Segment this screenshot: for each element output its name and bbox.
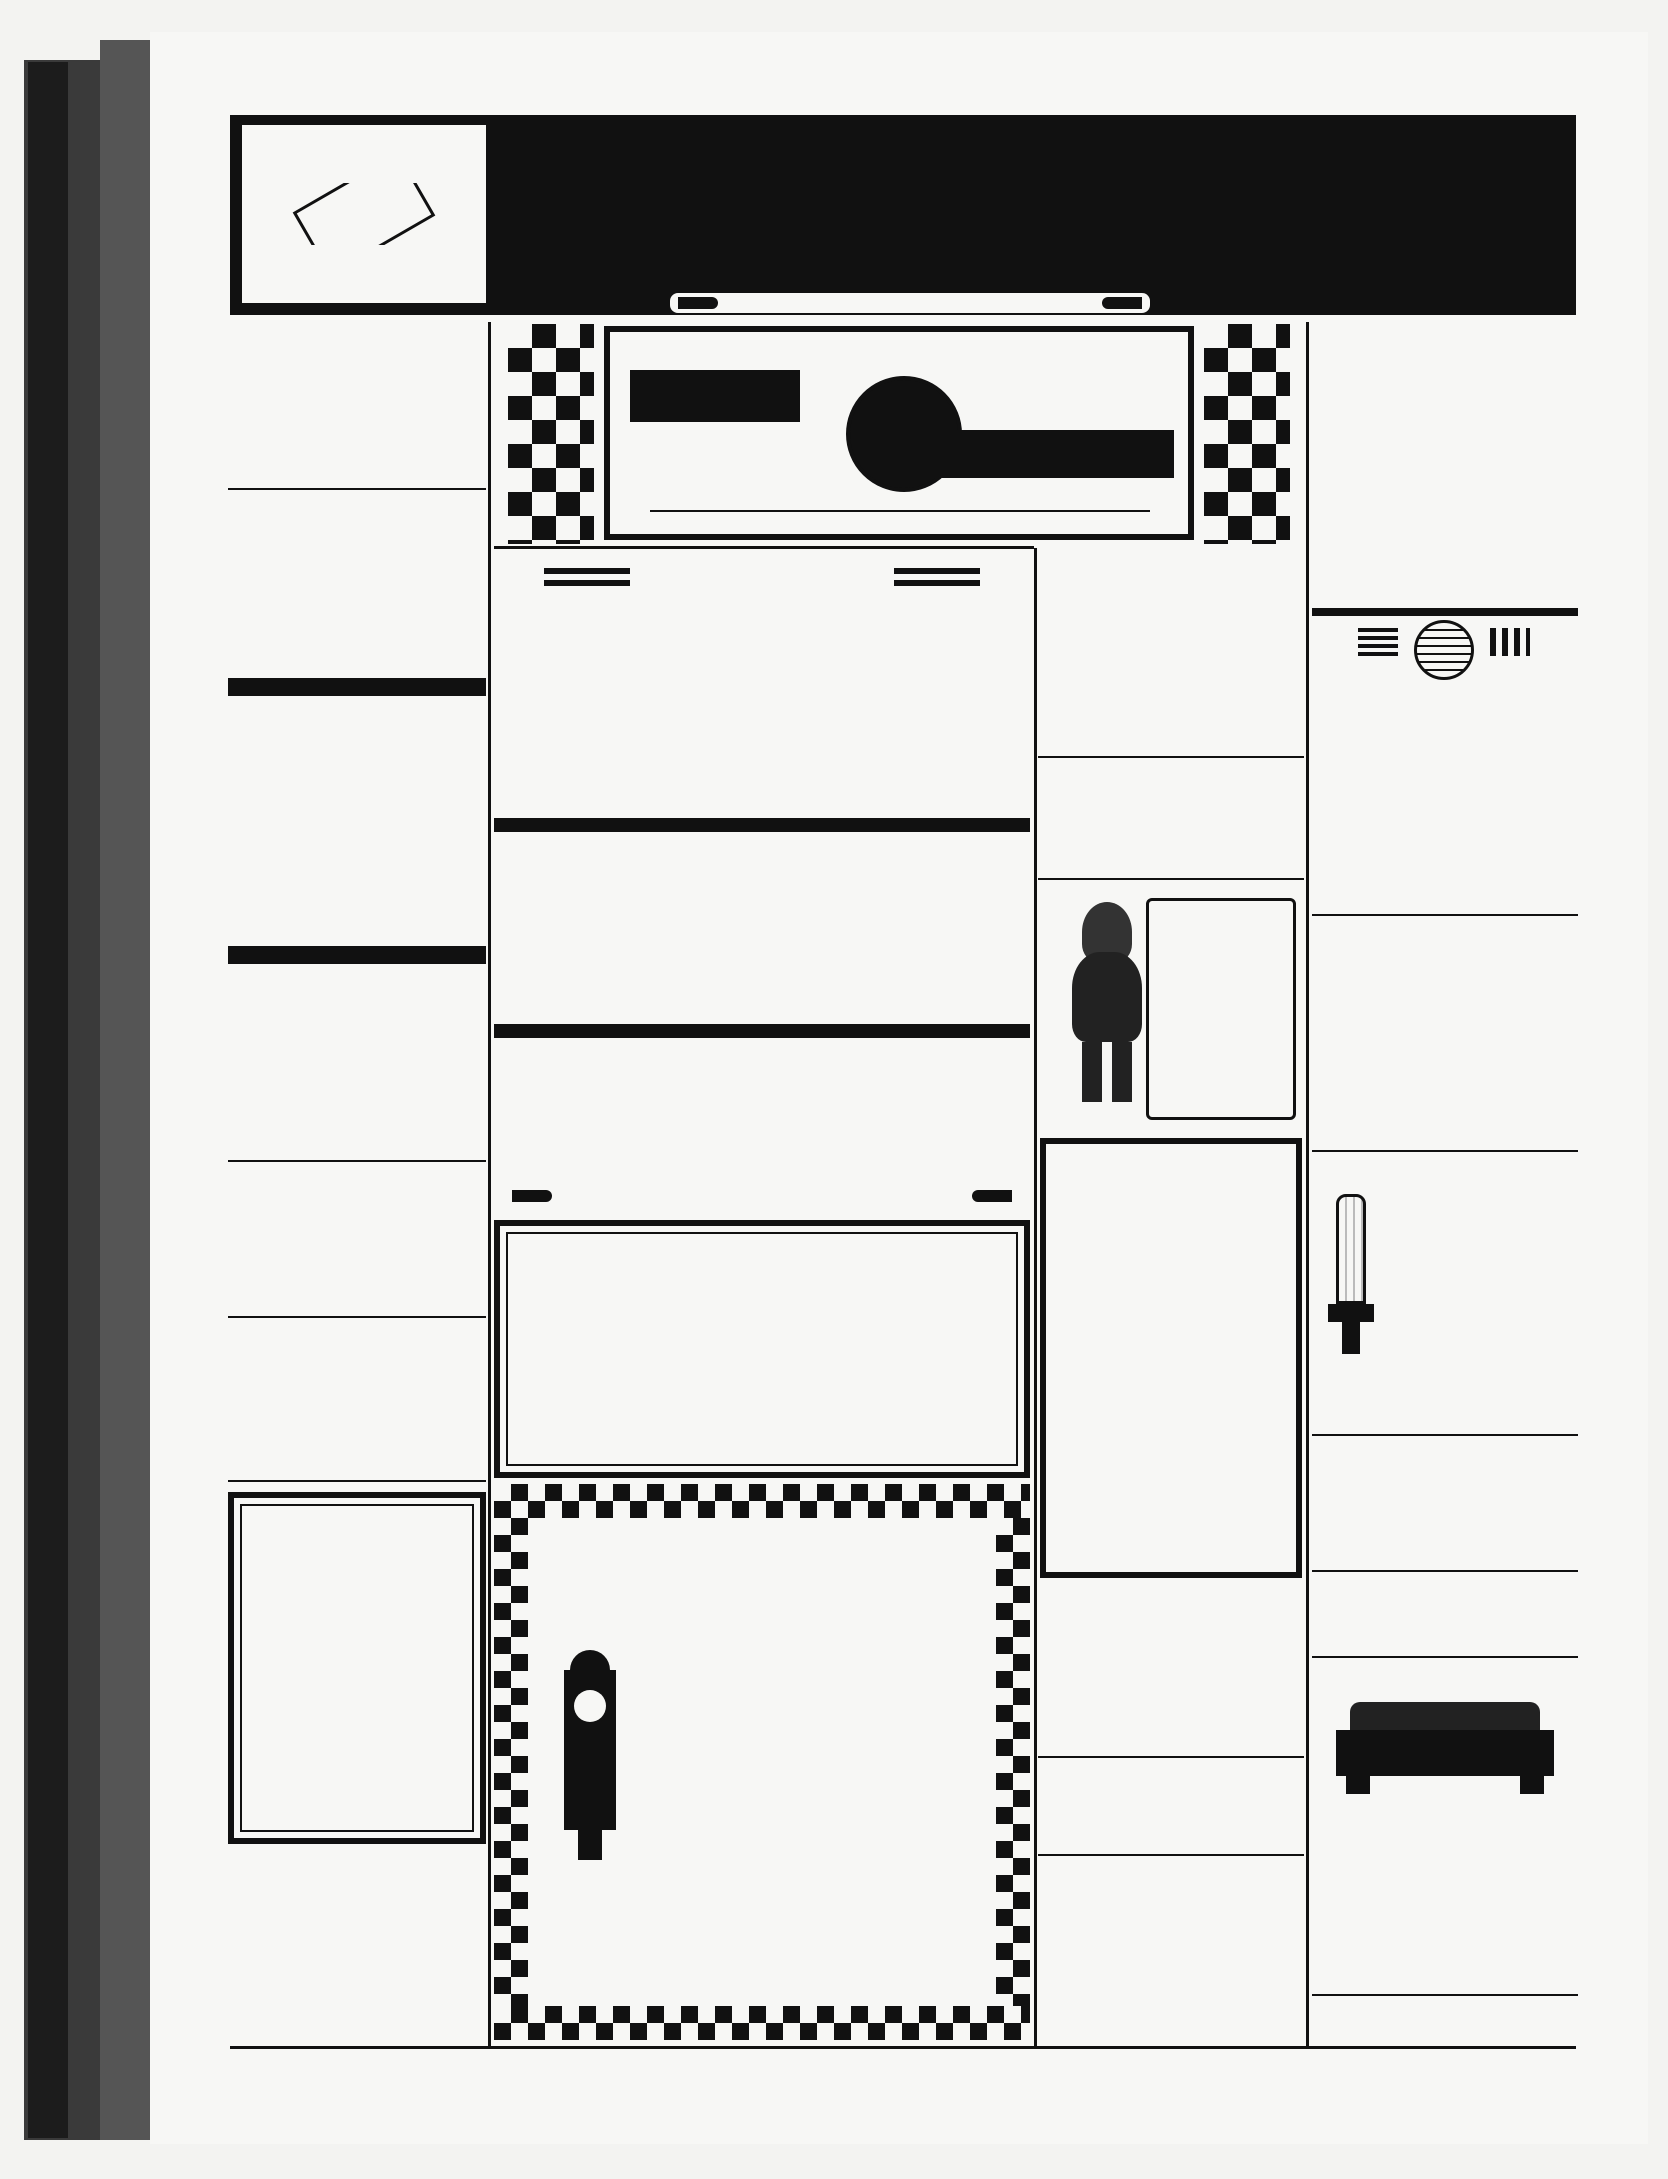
gnome-leg bbox=[1112, 1042, 1132, 1102]
ad-bilder bbox=[228, 492, 486, 672]
ad-druck bbox=[1312, 1998, 1578, 2044]
ad-rule bbox=[494, 546, 1034, 549]
gnome-leg bbox=[1082, 1042, 1102, 1102]
ad-rule bbox=[228, 1480, 486, 1482]
ad-oldenburg bbox=[494, 550, 1030, 812]
pointing-hand-icon bbox=[1102, 297, 1142, 309]
book-binding bbox=[28, 62, 68, 2138]
ad-rule bbox=[1312, 1570, 1578, 1572]
ad-moebel bbox=[494, 1046, 1030, 1216]
gnome-body bbox=[1072, 952, 1142, 1042]
gas-lamp-icon bbox=[1326, 1194, 1376, 1354]
clock-base bbox=[578, 1830, 602, 1860]
ad-rule bbox=[1312, 1150, 1578, 1152]
coffin-lid bbox=[1350, 1702, 1540, 1730]
ad-lampen bbox=[494, 1220, 1030, 1478]
ad-panorama bbox=[1312, 620, 1578, 910]
ad-gesucht bbox=[1038, 1858, 1304, 2044]
brand-box bbox=[630, 370, 800, 422]
ad-pferd bbox=[1312, 1574, 1578, 1652]
ad-rule-thick bbox=[228, 946, 486, 964]
title-rule bbox=[544, 580, 630, 586]
quality-badge bbox=[272, 183, 456, 245]
lamp-glass bbox=[1336, 1194, 1366, 1304]
ad-kickler bbox=[228, 1492, 486, 1844]
title-rule bbox=[894, 580, 980, 586]
firm-panel bbox=[242, 125, 486, 303]
ad-rule bbox=[228, 488, 486, 490]
ad-rule-thick bbox=[494, 1024, 1030, 1038]
ad-iwersen bbox=[228, 1850, 486, 2044]
ad-lampen-inner bbox=[506, 1232, 1018, 1466]
coffin-foot bbox=[1346, 1776, 1370, 1794]
ad-rule-thick bbox=[494, 818, 1030, 832]
ad-rule bbox=[1038, 756, 1304, 758]
ad-buddenberg bbox=[1312, 1438, 1578, 1570]
ad-paulsen bbox=[228, 1320, 486, 1488]
clock-icon bbox=[560, 1650, 620, 1860]
clock-face bbox=[574, 1690, 606, 1722]
globe-icon bbox=[1394, 620, 1494, 690]
diamond-border-right bbox=[996, 1518, 1030, 2006]
lamp-base bbox=[1342, 1322, 1360, 1354]
diamond-border-top bbox=[494, 1484, 1030, 1518]
cheaper-note-bar bbox=[670, 293, 1150, 313]
ad-rule bbox=[228, 1160, 486, 1162]
badge-diamond bbox=[293, 183, 436, 245]
diamond-border-right bbox=[1204, 324, 1290, 544]
flag-right-icon bbox=[1490, 628, 1530, 656]
diamond-border-left bbox=[494, 1518, 528, 2006]
ad-rule-thick bbox=[1312, 608, 1578, 616]
ad-margarine bbox=[228, 322, 486, 482]
pointing-hand-icon bbox=[972, 1190, 1012, 1202]
ad-rule bbox=[1312, 1656, 1578, 1658]
ad-kalender bbox=[1038, 1760, 1304, 1852]
clock-top bbox=[570, 1650, 610, 1670]
ad-lindenhof bbox=[1312, 322, 1578, 606]
diamond-border-bottom bbox=[494, 2006, 1030, 2040]
ad-burgwitz bbox=[1038, 1584, 1304, 1754]
ad-bettstellen bbox=[1040, 1138, 1302, 1578]
column-rule bbox=[1034, 548, 1037, 2048]
ad-rule bbox=[1038, 1854, 1304, 1856]
pointing-hand-icon bbox=[678, 297, 718, 309]
bedding-banner bbox=[230, 115, 1576, 315]
ad-rule bbox=[1312, 1994, 1578, 1996]
ad-frerichs bbox=[228, 1164, 486, 1316]
ad-rule bbox=[1038, 878, 1304, 880]
ad-jordan bbox=[228, 700, 486, 940]
pointing-hand-icon bbox=[512, 1190, 552, 1202]
ad-schmidt bbox=[1038, 882, 1304, 1132]
diamond-border-left bbox=[508, 324, 594, 544]
flag-left-icon bbox=[1358, 628, 1398, 656]
ad-rule bbox=[228, 1316, 486, 1318]
ad-kickler-inner bbox=[240, 1504, 474, 1832]
ad-gas-mueller bbox=[1312, 1154, 1578, 1434]
ad-schweickhardt bbox=[1312, 918, 1578, 1148]
ad-trautwein bbox=[494, 1484, 1030, 2040]
gnome-illustration bbox=[1052, 902, 1152, 1112]
ad-rule-thick bbox=[228, 678, 486, 696]
globe bbox=[1414, 620, 1474, 680]
ad-rule bbox=[650, 510, 1150, 512]
column-rule bbox=[488, 322, 491, 2047]
column-rule bbox=[1306, 322, 1309, 2047]
title-rule bbox=[894, 568, 980, 574]
coffin-body bbox=[1336, 1730, 1554, 1776]
ad-sarg bbox=[1312, 1660, 1578, 1990]
coffin-foot bbox=[1520, 1776, 1544, 1794]
ad-gesetzbuch bbox=[494, 836, 1030, 1026]
ad-handwerker bbox=[1038, 760, 1304, 878]
ad-rule bbox=[1312, 1434, 1578, 1436]
ad-meyers bbox=[604, 326, 1194, 540]
ad-rule bbox=[1312, 914, 1578, 916]
ad-rule bbox=[1038, 1756, 1304, 1758]
footer-rule bbox=[230, 2046, 1576, 2049]
lamp-crown bbox=[1328, 1304, 1374, 1322]
scroll-sign bbox=[1146, 898, 1296, 1120]
title-rule bbox=[544, 568, 630, 574]
coffin-icon bbox=[1330, 1696, 1560, 1796]
brand-box bbox=[930, 430, 1174, 478]
ad-koenig bbox=[228, 968, 486, 1158]
ad-ocker bbox=[1038, 550, 1304, 752]
